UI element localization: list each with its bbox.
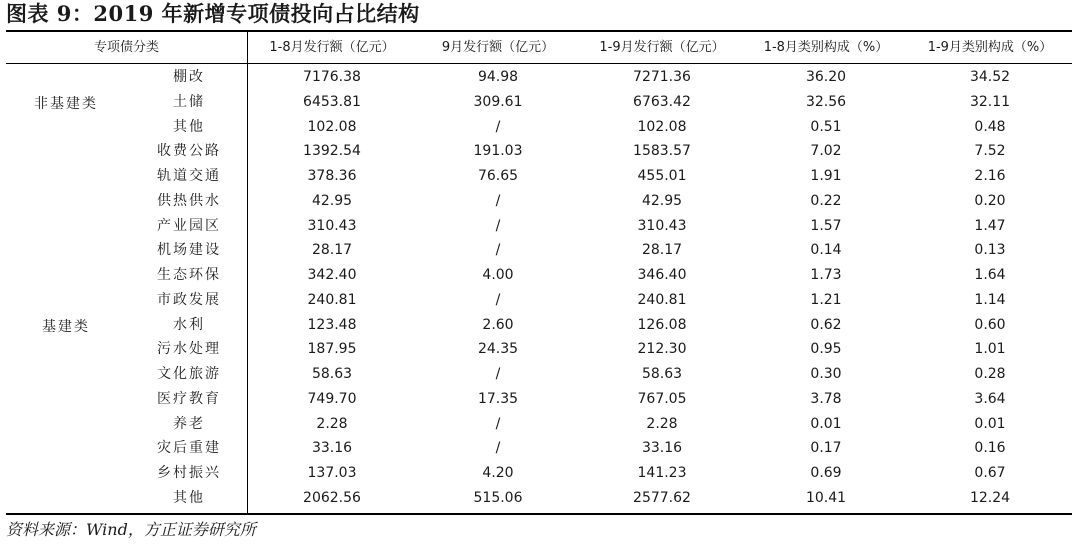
row-jan-aug-issuance: 7176.38 xyxy=(303,69,361,85)
row-jan-sep-share: 0.48 xyxy=(974,118,1006,135)
row-jan-aug-issuance: 6453.81 xyxy=(303,93,361,110)
row-jan-aug-share: 0.01 xyxy=(810,415,842,432)
row-jan-aug-share: 0.14 xyxy=(810,242,842,259)
row-category: 棚改 xyxy=(173,69,205,85)
table-header xyxy=(0,32,1080,63)
row-jan-sep-issuance: 6763.42 xyxy=(633,93,691,110)
row-jan-sep-issuance: 2.28 xyxy=(646,415,678,432)
table-row xyxy=(0,214,1080,239)
row-sep-issuance: 515.06 xyxy=(473,489,523,506)
table-row xyxy=(0,90,1080,115)
header-jan-sep-issuance: 1-9月发行额（亿元） xyxy=(599,40,725,55)
row-sep-issuance: 4.20 xyxy=(482,465,514,481)
table-body xyxy=(0,65,1080,511)
row-jan-aug-share: 0.30 xyxy=(810,366,842,382)
row-sep-issuance: 4.00 xyxy=(482,267,514,283)
row-category: 灾后重建 xyxy=(157,440,221,457)
row-jan-aug-share: 0.62 xyxy=(810,316,842,333)
row-category: 轨道交通 xyxy=(157,168,221,184)
row-sep-issuance: 76.65 xyxy=(477,168,519,184)
row-category: 产业园区 xyxy=(157,217,221,234)
table-row xyxy=(0,486,1080,511)
row-jan-sep-share: 0.13 xyxy=(974,242,1006,259)
row-jan-sep-issuance: 455.01 xyxy=(637,168,687,184)
row-jan-sep-issuance: 212.30 xyxy=(637,341,687,358)
row-jan-aug-issuance: 240.81 xyxy=(307,291,357,308)
row-jan-aug-share: 1.73 xyxy=(810,267,842,283)
row-category: 土储 xyxy=(173,93,205,110)
group-label-infrastructure: 基建类 xyxy=(42,319,90,335)
row-jan-aug-issuance: 2.28 xyxy=(316,415,348,432)
table-row xyxy=(0,362,1080,387)
row-jan-sep-issuance: 141.23 xyxy=(637,465,687,481)
row-jan-aug-share: 32.56 xyxy=(805,93,847,110)
table-row xyxy=(0,139,1080,164)
row-sep-issuance: / xyxy=(495,192,501,209)
row-sep-issuance: / xyxy=(495,217,501,234)
table-row xyxy=(0,313,1080,338)
row-jan-sep-share: 1.64 xyxy=(974,267,1006,283)
source-note: 资料来源：Wind，方正证券研究所 xyxy=(6,520,256,539)
row-category: 供热供水 xyxy=(157,192,221,209)
row-jan-aug-issuance: 342.40 xyxy=(307,267,357,283)
row-jan-aug-issuance: 33.16 xyxy=(311,440,353,457)
row-category: 生态环保 xyxy=(157,267,221,283)
table-row xyxy=(0,436,1080,461)
row-jan-sep-share: 0.67 xyxy=(974,465,1006,481)
row-jan-aug-issuance: 187.95 xyxy=(307,341,357,358)
row-jan-sep-issuance: 58.63 xyxy=(641,366,683,382)
row-jan-sep-issuance: 42.95 xyxy=(641,192,683,209)
row-category: 医疗教育 xyxy=(157,390,221,407)
row-category: 其他 xyxy=(173,489,205,506)
row-jan-aug-share: 10.41 xyxy=(805,489,847,506)
row-jan-sep-share: 0.60 xyxy=(974,316,1006,333)
row-jan-aug-share: 1.57 xyxy=(810,217,842,234)
table-header-rule xyxy=(6,63,1072,64)
header-jan-aug-share: 1-8月类别构成（%） xyxy=(763,40,889,55)
row-jan-aug-share: 0.51 xyxy=(810,118,842,135)
row-sep-issuance: / xyxy=(495,366,501,382)
row-jan-aug-issuance: 310.43 xyxy=(307,217,357,234)
row-jan-aug-issuance: 28.17 xyxy=(311,242,353,259)
row-jan-sep-issuance: 2577.62 xyxy=(633,489,691,506)
row-category: 养老 xyxy=(173,415,205,432)
row-category: 收费公路 xyxy=(157,143,221,160)
table-row xyxy=(0,412,1080,437)
table-row xyxy=(0,461,1080,486)
row-sep-issuance: / xyxy=(495,118,501,135)
row-category: 市政发展 xyxy=(157,291,221,308)
row-jan-aug-issuance: 58.63 xyxy=(311,366,353,382)
row-sep-issuance: 24.35 xyxy=(477,341,519,358)
row-jan-sep-share: 7.52 xyxy=(974,143,1006,160)
row-jan-sep-share: 3.64 xyxy=(974,390,1006,407)
row-jan-aug-issuance: 378.36 xyxy=(307,168,357,184)
row-category: 文化旅游 xyxy=(157,366,221,382)
table-row xyxy=(0,288,1080,313)
row-jan-sep-share: 12.24 xyxy=(969,489,1011,506)
row-jan-sep-issuance: 310.43 xyxy=(637,217,687,234)
row-jan-sep-issuance: 1583.57 xyxy=(633,143,691,160)
row-jan-aug-issuance: 102.08 xyxy=(307,118,357,135)
row-jan-aug-share: 0.17 xyxy=(810,440,842,457)
row-sep-issuance: / xyxy=(495,291,501,308)
row-sep-issuance: / xyxy=(495,415,501,432)
row-jan-sep-share: 2.16 xyxy=(974,168,1006,184)
row-category: 机场建设 xyxy=(157,242,221,259)
table-bottom-rule xyxy=(6,513,1072,515)
row-jan-aug-share: 7.02 xyxy=(810,143,842,160)
row-jan-sep-share: 34.52 xyxy=(969,69,1011,85)
row-jan-sep-issuance: 33.16 xyxy=(641,440,683,457)
row-sep-issuance: 309.61 xyxy=(473,93,523,110)
row-category: 水利 xyxy=(173,316,205,333)
table-row xyxy=(0,164,1080,189)
row-sep-issuance: / xyxy=(495,242,501,259)
row-jan-aug-issuance: 2062.56 xyxy=(303,489,361,506)
row-sep-issuance: 191.03 xyxy=(473,143,523,160)
row-jan-sep-issuance: 102.08 xyxy=(637,118,687,135)
row-sep-issuance: 94.98 xyxy=(477,69,519,85)
row-jan-sep-share: 1.01 xyxy=(974,341,1006,358)
figure-title: 图表 9：2019 年新增专项债投向占比结构 xyxy=(6,1,420,26)
row-jan-aug-share: 1.21 xyxy=(810,291,842,308)
row-category: 其他 xyxy=(173,118,205,135)
row-jan-aug-share: 36.20 xyxy=(805,69,847,85)
table-row xyxy=(0,238,1080,263)
table-row xyxy=(0,263,1080,288)
row-category: 污水处理 xyxy=(157,341,221,358)
row-jan-aug-issuance: 137.03 xyxy=(307,465,357,481)
row-jan-sep-share: 0.01 xyxy=(974,415,1006,432)
row-sep-issuance: 17.35 xyxy=(477,390,519,407)
row-jan-sep-issuance: 346.40 xyxy=(637,267,687,283)
row-jan-sep-share: 32.11 xyxy=(969,93,1011,110)
header-category: 专项债分类 xyxy=(93,40,159,55)
row-jan-sep-issuance: 767.05 xyxy=(637,390,687,407)
group-label-non-infrastructure: 非基建类 xyxy=(34,96,98,112)
row-jan-sep-issuance: 126.08 xyxy=(637,316,687,333)
table-row xyxy=(0,387,1080,412)
row-sep-issuance: 2.60 xyxy=(482,316,514,333)
table-row xyxy=(0,189,1080,214)
row-jan-aug-issuance: 749.70 xyxy=(307,390,357,407)
header-jan-aug-issuance: 1-8月发行额（亿元） xyxy=(269,40,395,55)
table-row xyxy=(0,65,1080,90)
row-jan-sep-issuance: 240.81 xyxy=(637,291,687,308)
row-jan-aug-share: 0.22 xyxy=(810,192,842,209)
table-row xyxy=(0,115,1080,140)
header-jan-sep-share: 1-9月类别构成（%） xyxy=(927,40,1053,55)
row-jan-aug-share: 0.69 xyxy=(810,465,842,481)
row-jan-sep-issuance: 28.17 xyxy=(641,242,683,259)
header-sep-issuance: 9月发行额（亿元） xyxy=(441,40,555,55)
row-jan-aug-share: 3.78 xyxy=(810,390,842,407)
row-jan-sep-share: 0.16 xyxy=(974,440,1006,457)
row-jan-sep-share: 1.47 xyxy=(974,217,1006,234)
row-jan-sep-share: 0.28 xyxy=(974,366,1006,382)
row-category: 乡村振兴 xyxy=(157,465,221,481)
table-row xyxy=(0,337,1080,362)
row-jan-aug-issuance: 123.48 xyxy=(307,316,357,333)
row-jan-aug-share: 0.95 xyxy=(810,341,842,358)
row-jan-sep-share: 0.20 xyxy=(974,192,1006,209)
row-jan-sep-issuance: 7271.36 xyxy=(633,69,691,85)
row-jan-sep-share: 1.14 xyxy=(974,291,1006,308)
row-jan-aug-issuance: 42.95 xyxy=(311,192,353,209)
row-jan-aug-share: 1.91 xyxy=(810,168,842,184)
row-sep-issuance: / xyxy=(495,440,501,457)
row-jan-aug-issuance: 1392.54 xyxy=(303,143,361,160)
